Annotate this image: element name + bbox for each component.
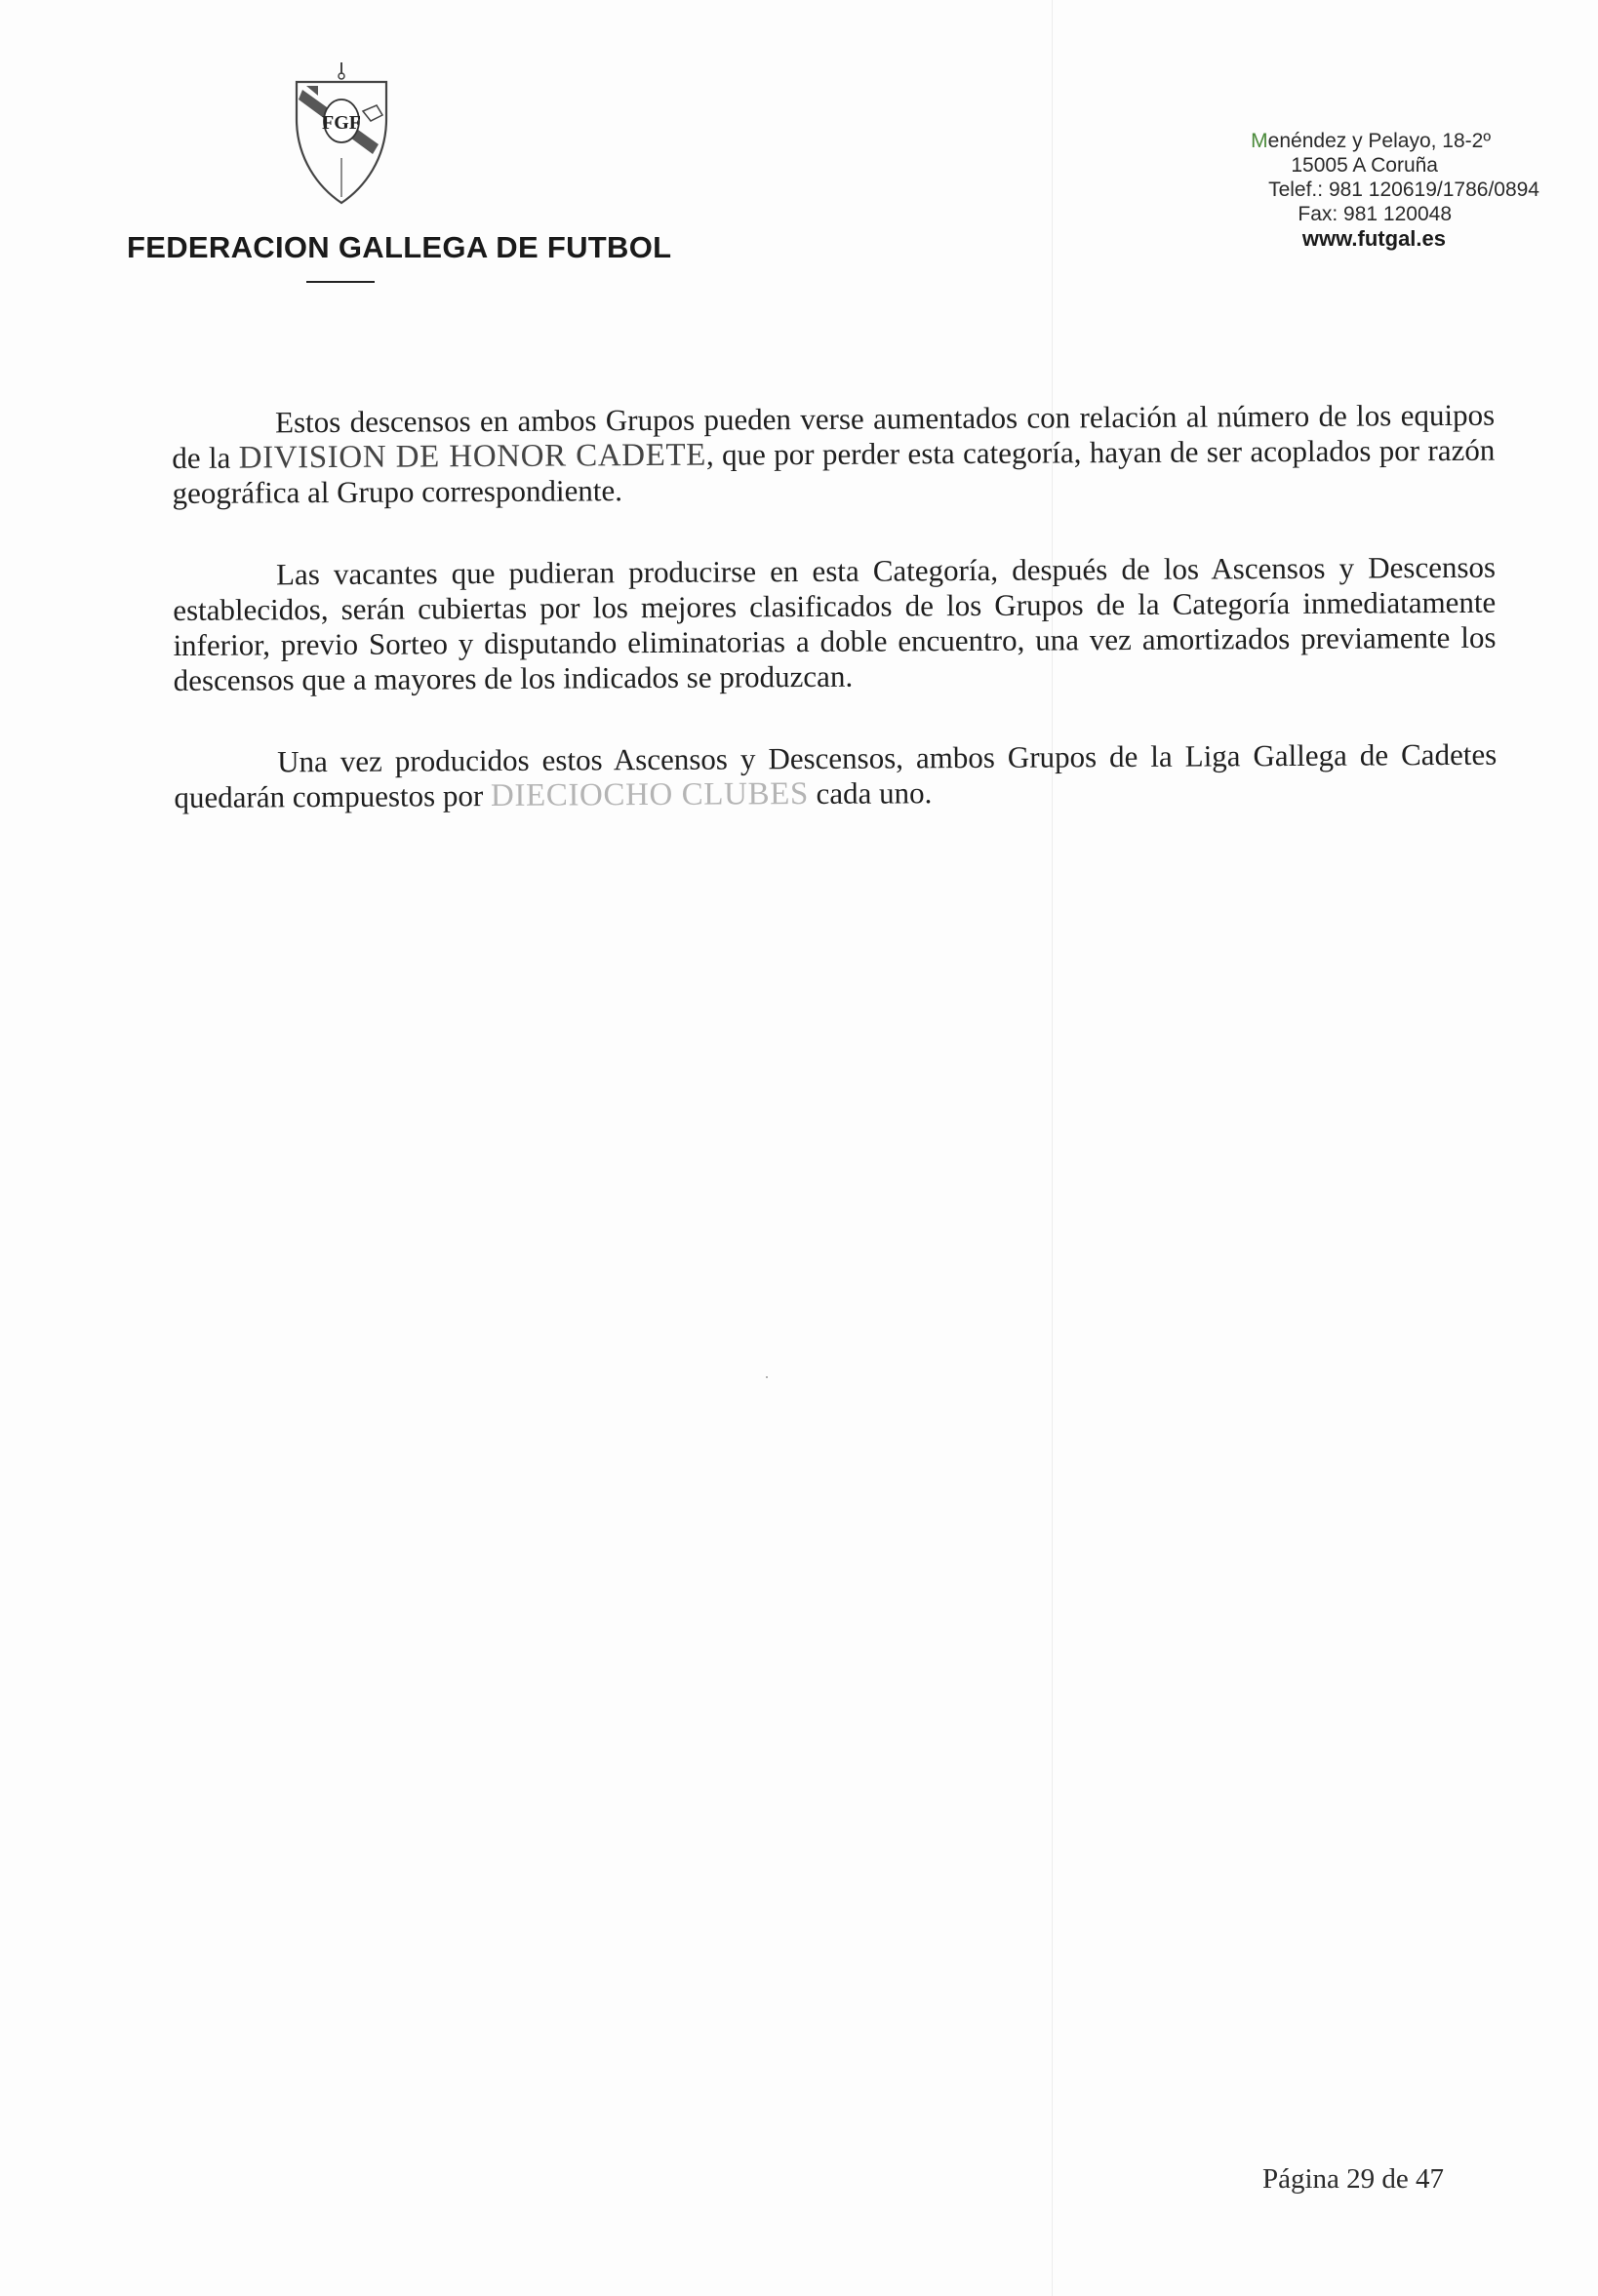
scan-speck <box>766 1376 768 1378</box>
document-body <box>172 398 1498 862</box>
organization-name: FEDERACION GALLEGA DE FUTBOL <box>127 230 672 264</box>
paragraph-3-text-before: Una vez producidos estos Ascensos y Descensos, ambos Grupos de la Liga Gallega de Cadetes quedarán compuestos por <box>174 736 1498 814</box>
paragraph-1-text-before: Estos descensos en ambos Grupos pueden verse aumentados con relación al número de los equipos de la <box>172 397 1496 475</box>
scan-fold-line <box>1052 0 1053 2296</box>
address-line-1 <box>1208 129 1539 153</box>
fax-line: Fax: 981 120048 <box>1298 203 1452 225</box>
paragraph-3-text-after: cada uno. <box>808 775 933 812</box>
paragraph-descensos <box>172 398 1496 511</box>
dieciocho-clubes-emphasis: DIECIOCHO CLUBES <box>490 776 809 814</box>
page-number: Página 29 de 47 <box>1262 2163 1445 2195</box>
telephone-line: Telef.: 981 120619/1786/0894 <box>1268 178 1539 201</box>
paragraph-composicion <box>174 737 1497 815</box>
address-line-2: 15005 A Coruña <box>1291 154 1438 177</box>
paragraph-vacantes: Las vacantes que pudieran producirse en esta Categoría, después de los Ascensos y Descensos establecidos, serán cubiertas por los mejores clasificados de los Grupos de la Categoría inmediatamente inferior, previo Sorteo y disputando eliminatorias a doble encuentro, una vez amortizados previamente los descensos que a mayores de los indicados se produzcan. <box>173 549 1497 697</box>
paragraph-1-text-after: , que por perder esta categoría, hayan de ser acoplados por razón geográfica al Grupo correspondiente. <box>172 432 1496 510</box>
organization-underline <box>306 281 375 283</box>
contact-block <box>1208 129 1539 251</box>
federation-crest-logo <box>289 60 394 207</box>
address-line-1-text: enéndez y Pelayo, 18-2º <box>1267 130 1491 152</box>
division-honor-cadete-emphasis: DIVISION DE HONOR CADETE <box>238 437 707 476</box>
website-link[interactable]: www.futgal.es <box>1301 226 1446 251</box>
address-first-letter: M <box>1251 130 1268 152</box>
crest-letters: FGF <box>322 112 361 134</box>
